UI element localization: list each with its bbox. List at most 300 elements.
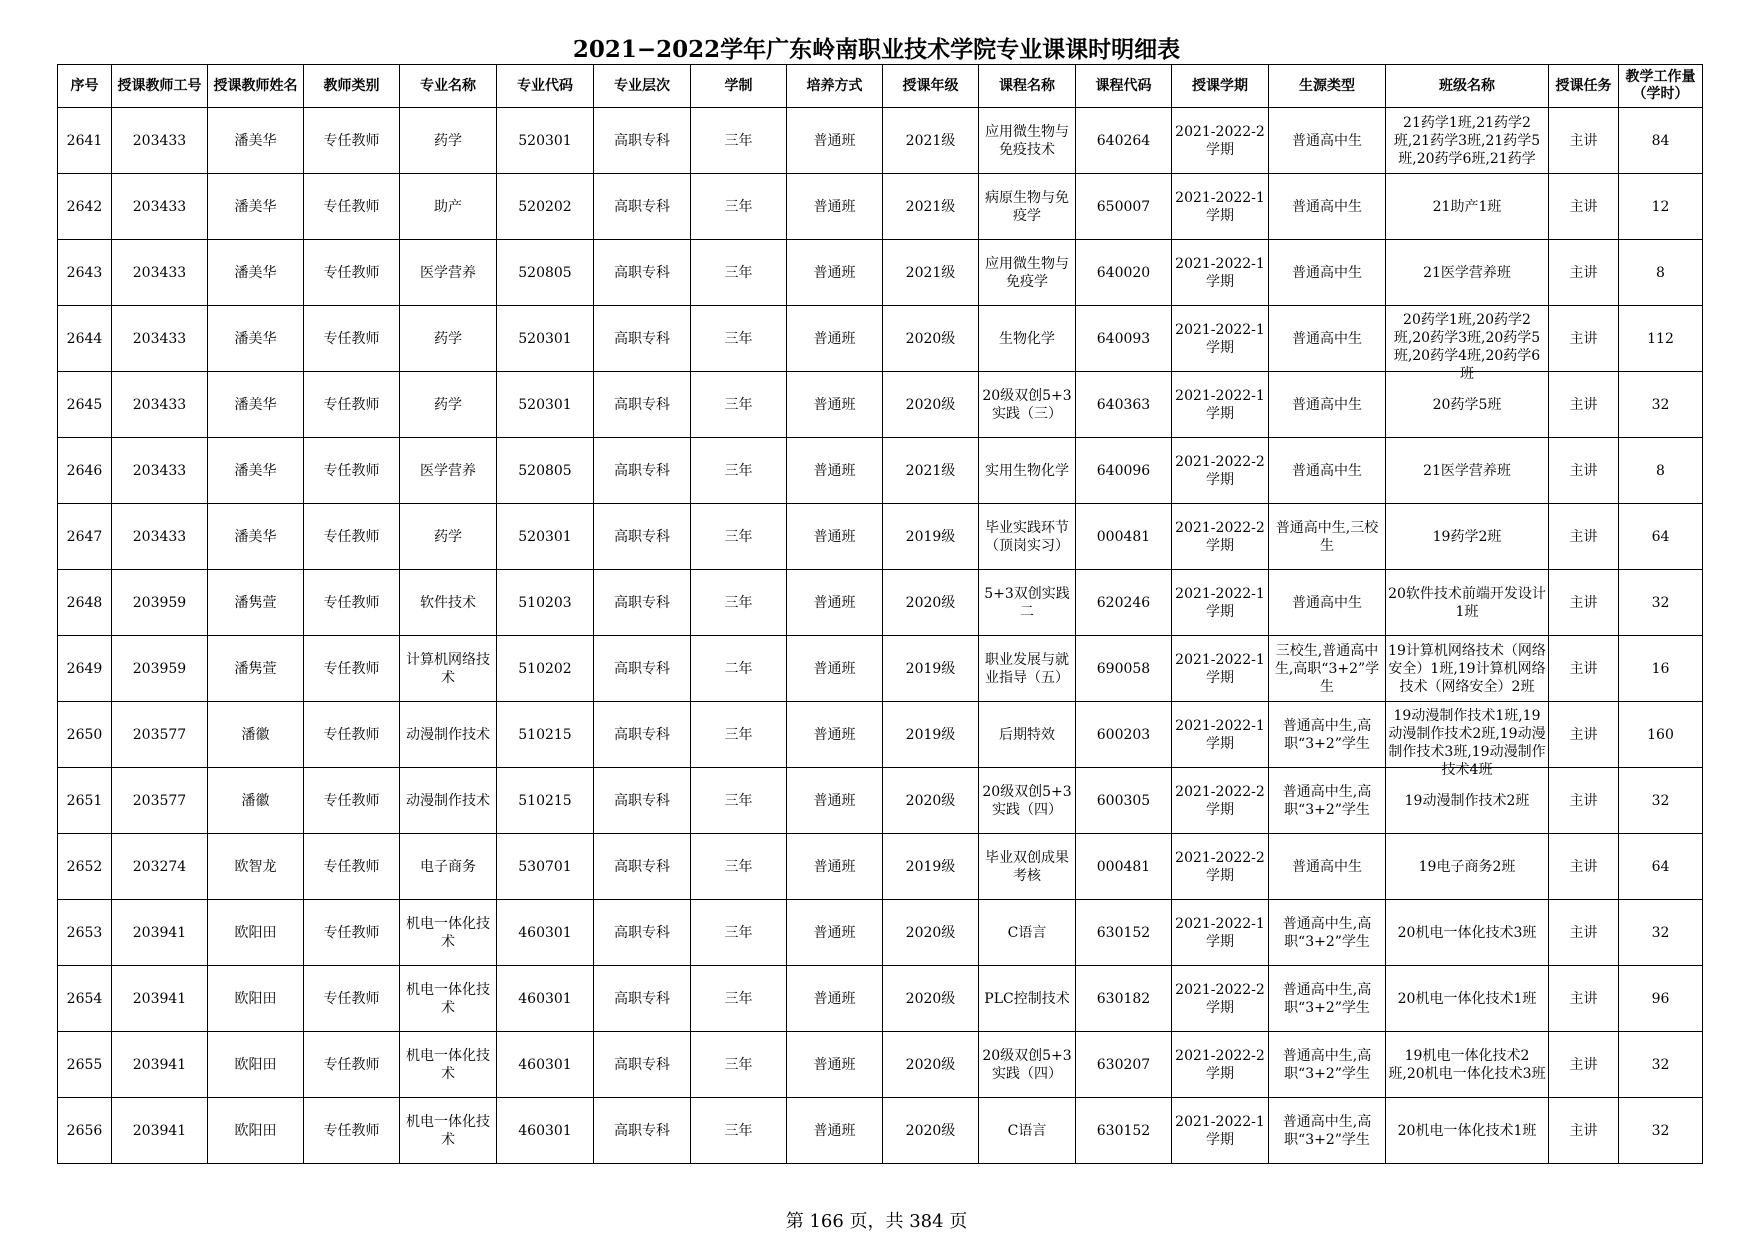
- training-mode-text: 普通班: [813, 396, 856, 413]
- major-name-text: 医学营养: [420, 264, 476, 281]
- cell-semester: [1172, 636, 1269, 702]
- semester-text: 2021-2022-2学期: [1175, 453, 1265, 488]
- seq-text: 2644: [66, 330, 103, 347]
- workload-text: 84: [1651, 132, 1670, 149]
- course-name-text: C语言: [1007, 924, 1047, 941]
- teacher-type-text: 专任教师: [323, 330, 380, 347]
- grade-text: 2021级: [905, 132, 956, 149]
- cell-teacher-id: [112, 834, 208, 900]
- class-name-text: 19动漫制作技术1班,19动漫制作技术2班,19动漫制作技术3班,19动漫制作技术4班: [1388, 707, 1546, 778]
- teacher-id-text: 203577: [132, 726, 187, 743]
- cell-duration: [691, 504, 787, 570]
- cell-student-source: [1269, 834, 1386, 900]
- cell-course-code: [1076, 240, 1172, 306]
- cell-seq: [58, 900, 112, 966]
- cell-seq: [58, 702, 112, 768]
- cell-grade: [883, 108, 979, 174]
- col-header-course-code: 课程代码: [1076, 65, 1172, 108]
- course-code-text: 690058: [1096, 660, 1151, 677]
- cell-major-name: [400, 636, 497, 702]
- cell-major-code: [497, 966, 594, 1032]
- course-name-text: 职业发展与就业指导（五）: [985, 651, 1069, 686]
- major-code-text: 520301: [518, 330, 572, 347]
- cell-seq: [58, 834, 112, 900]
- cell-course-code: [1076, 768, 1172, 834]
- teacher-name-text: 欧阳田: [234, 924, 277, 941]
- col-header-semester: 授课学期: [1172, 65, 1269, 108]
- semester-text: 2021-2022-1学期: [1175, 321, 1265, 356]
- training-mode-text: 普通班: [813, 330, 856, 347]
- teacher-id-text: 203941: [132, 990, 187, 1007]
- teacher-id-text: 203433: [132, 330, 187, 347]
- duration-text: 三年: [724, 990, 753, 1007]
- course-name-text: 20级双创5+3实践（四）: [982, 1047, 1072, 1082]
- seq-text: 2650: [66, 726, 103, 743]
- cell-semester: [1172, 372, 1269, 438]
- cell-training-mode: [787, 1032, 883, 1098]
- cell-training-mode: [787, 174, 883, 240]
- cell-major-name: [400, 306, 497, 372]
- cell-student-source: [1269, 1032, 1386, 1098]
- col-header-major-code: 专业代码: [497, 65, 594, 108]
- course-name-text: 生物化学: [999, 330, 1055, 347]
- table-row: [58, 372, 1703, 438]
- duration-text: 三年: [724, 726, 753, 743]
- page-title: 2021−2022学年广东岭南职业技术学院专业课课时明细表: [572, 36, 1181, 63]
- teacher-id-text: 203959: [132, 660, 187, 677]
- cell-course-code: [1076, 438, 1172, 504]
- col-header-seq: 序号: [58, 65, 112, 108]
- cell-major-level: [594, 636, 691, 702]
- table-row: [58, 636, 1703, 702]
- cell-major-name: [400, 174, 497, 240]
- col-header-course-name: 课程名称: [979, 65, 1076, 108]
- cell-major-level: [594, 438, 691, 504]
- task-text: 主讲: [1569, 990, 1598, 1007]
- cell-teacher-id: [112, 1032, 208, 1098]
- cell-class-name: [1386, 504, 1549, 570]
- cell-grade: [883, 240, 979, 306]
- cell-student-source: [1269, 174, 1386, 240]
- training-mode-text: 普通班: [813, 1056, 856, 1073]
- cell-grade: [883, 966, 979, 1032]
- cell-teacher-type: [304, 1032, 400, 1098]
- cell-training-mode: [787, 306, 883, 372]
- teacher-type-text: 专任教师: [323, 726, 380, 743]
- cell-duration: [691, 636, 787, 702]
- course-code-text: 620246: [1096, 594, 1151, 611]
- major-code-text: 520301: [518, 132, 572, 149]
- col-header-duration: 学制: [691, 65, 787, 108]
- workload-text: 160: [1647, 726, 1674, 743]
- cell-training-mode: [787, 108, 883, 174]
- grade-text: 2020级: [905, 594, 956, 611]
- semester-text: 2021-2022-1学期: [1175, 651, 1265, 686]
- cell-training-mode: [787, 900, 883, 966]
- major-code-text: 510215: [518, 792, 572, 809]
- cell-major-name: [400, 1098, 497, 1164]
- cell-teacher-name: [208, 966, 304, 1032]
- cell-teacher-id: [112, 306, 208, 372]
- cell-seq: [58, 1098, 112, 1164]
- table-row: [58, 834, 1703, 900]
- semester-text: 2021-2022-2学期: [1175, 783, 1265, 818]
- class-name-text: 20机电一体化技术1班: [1397, 990, 1537, 1007]
- task-text: 主讲: [1569, 396, 1598, 413]
- duration-text: 三年: [724, 594, 753, 611]
- cell-class-name: [1386, 306, 1549, 382]
- cell-major-code: [497, 900, 594, 966]
- student-source-text: 普通高中生: [1292, 330, 1362, 347]
- cell-major-code: [497, 636, 594, 702]
- workload-text: 112: [1647, 330, 1674, 347]
- col-header-major-name: 专业名称: [400, 65, 497, 108]
- grade-text: 2019级: [905, 726, 956, 743]
- class-name-text: 21医学营养班: [1423, 462, 1511, 479]
- cell-grade: [883, 1098, 979, 1164]
- semester-text: 2021-2022-2学期: [1175, 981, 1265, 1016]
- cell-grade: [883, 1032, 979, 1098]
- cell-teacher-name: [208, 372, 304, 438]
- cell-teacher-type: [304, 702, 400, 768]
- cell-duration: [691, 438, 787, 504]
- cell-course-name: [979, 174, 1076, 240]
- cell-student-source: [1269, 108, 1386, 174]
- seq-text: 2655: [66, 1056, 103, 1073]
- cell-task: [1549, 240, 1619, 306]
- class-name-text: 20药学5班: [1432, 396, 1502, 413]
- workload-text: 16: [1651, 660, 1670, 677]
- student-source-text: 普通高中生,高职“3+2”学生: [1282, 783, 1372, 818]
- workload-text: 32: [1651, 792, 1670, 809]
- student-source-text: 普通高中生,高职“3+2”学生: [1282, 981, 1372, 1016]
- training-mode-text: 普通班: [813, 858, 856, 875]
- cell-teacher-name: [208, 108, 304, 174]
- cell-student-source: [1269, 966, 1386, 1032]
- cell-teacher-type: [304, 372, 400, 438]
- seq-text: 2652: [66, 858, 103, 875]
- table-row: [58, 504, 1703, 570]
- cell-student-source: [1269, 570, 1386, 636]
- cell-teacher-id: [112, 504, 208, 570]
- cell-workload: [1619, 438, 1703, 504]
- cell-course-name: [979, 900, 1076, 966]
- table-row: [58, 702, 1703, 768]
- course-name-text: C语言: [1007, 1122, 1047, 1139]
- major-code-text: 520202: [518, 198, 572, 215]
- course-code-text: 640264: [1096, 132, 1151, 149]
- duration-text: 三年: [724, 1056, 753, 1073]
- major-level-text: 高职专科: [614, 726, 670, 743]
- cell-seq: [58, 108, 112, 174]
- cell-major-code: [497, 504, 594, 570]
- grade-text: 2021级: [905, 462, 956, 479]
- cell-task: [1549, 1032, 1619, 1098]
- teacher-type-text: 专任教师: [323, 660, 380, 677]
- cell-duration: [691, 900, 787, 966]
- task-text: 主讲: [1569, 1122, 1598, 1139]
- course-name-text: 毕业双创成果考核: [985, 849, 1069, 884]
- cell-workload: [1619, 702, 1703, 768]
- cell-seq: [58, 438, 112, 504]
- cell-course-code: [1076, 834, 1172, 900]
- cell-duration: [691, 108, 787, 174]
- teacher-type-text: 专任教师: [323, 924, 380, 941]
- cell-task: [1549, 966, 1619, 1032]
- table-row: [58, 240, 1703, 306]
- workload-text: 32: [1651, 924, 1670, 941]
- seq-text: 2641: [66, 132, 103, 149]
- table-row: [58, 1032, 1703, 1098]
- cell-semester: [1172, 834, 1269, 900]
- course-code-text: 640363: [1096, 396, 1151, 413]
- teacher-type-text: 专任教师: [323, 792, 380, 809]
- seq-text: 2653: [66, 924, 103, 941]
- training-mode-text: 普通班: [813, 924, 856, 941]
- cell-grade: [883, 834, 979, 900]
- cell-teacher-name: [208, 1032, 304, 1098]
- task-text: 主讲: [1569, 1056, 1598, 1073]
- teacher-id-text: 203941: [132, 924, 187, 941]
- table-row: [58, 306, 1703, 372]
- cell-major-name: [400, 240, 497, 306]
- duration-text: 三年: [724, 1122, 753, 1139]
- teacher-type-text: 专任教师: [323, 858, 380, 875]
- cell-seq: [58, 966, 112, 1032]
- cell-major-name: [400, 504, 497, 570]
- course-name-text: 后期特效: [999, 726, 1055, 743]
- cell-major-code: [497, 108, 594, 174]
- task-text: 主讲: [1569, 132, 1598, 149]
- cell-teacher-type: [304, 636, 400, 702]
- major-code-text: 520301: [518, 396, 572, 413]
- cell-major-level: [594, 966, 691, 1032]
- teacher-id-text: 203433: [132, 264, 187, 281]
- duration-text: 三年: [724, 198, 753, 215]
- cell-course-name: [979, 306, 1076, 372]
- cell-teacher-id: [112, 438, 208, 504]
- cell-student-source: [1269, 1098, 1386, 1164]
- teacher-id-text: 203577: [132, 792, 187, 809]
- cell-teacher-type: [304, 240, 400, 306]
- cell-student-source: [1269, 636, 1386, 702]
- workload-text: 8: [1656, 264, 1665, 281]
- cell-student-source: [1269, 372, 1386, 438]
- grade-text: 2021级: [905, 198, 956, 215]
- cell-grade: [883, 702, 979, 768]
- teacher-type-text: 专任教师: [323, 1056, 380, 1073]
- cell-teacher-type: [304, 306, 400, 372]
- student-source-text: 三校生,普通高中生,高职“3+2”学生: [1274, 642, 1380, 695]
- cell-task: [1549, 372, 1619, 438]
- cell-training-mode: [787, 768, 883, 834]
- seq-text: 2654: [66, 990, 103, 1007]
- cell-seq: [58, 570, 112, 636]
- semester-text: 2021-2022-2学期: [1175, 123, 1265, 158]
- cell-teacher-id: [112, 768, 208, 834]
- teacher-name-text: 潘美华: [234, 528, 277, 545]
- cell-course-code: [1076, 702, 1172, 768]
- cell-teacher-type: [304, 768, 400, 834]
- major-level-text: 高职专科: [614, 1122, 670, 1139]
- major-level-text: 高职专科: [614, 990, 670, 1007]
- cell-student-source: [1269, 306, 1386, 372]
- cell-training-mode: [787, 504, 883, 570]
- cell-course-code: [1076, 636, 1172, 702]
- major-code-text: 530701: [518, 858, 572, 875]
- major-level-text: 高职专科: [614, 198, 670, 215]
- teacher-name-text: 潘美华: [234, 264, 277, 281]
- cell-workload: [1619, 636, 1703, 702]
- cell-task: [1549, 1098, 1619, 1164]
- teacher-name-text: 潘美华: [234, 330, 277, 347]
- major-level-text: 高职专科: [614, 924, 670, 941]
- cell-seq: [58, 768, 112, 834]
- major-level-text: 高职专科: [614, 858, 670, 875]
- seq-text: 2656: [66, 1122, 103, 1139]
- cell-class-name: [1386, 1098, 1549, 1164]
- major-code-text: 520805: [518, 462, 572, 479]
- workload-text: 96: [1651, 990, 1670, 1007]
- course-name-text: PLC控制技术: [984, 990, 1070, 1007]
- cell-teacher-id: [112, 1098, 208, 1164]
- teacher-name-text: 潘徽: [241, 726, 270, 743]
- cell-teacher-id: [112, 702, 208, 768]
- cell-workload: [1619, 1098, 1703, 1164]
- duration-text: 三年: [724, 924, 753, 941]
- cell-duration: [691, 1032, 787, 1098]
- teacher-name-text: 潘美华: [234, 462, 277, 479]
- course-name-text: 5+3双创实践二: [984, 585, 1070, 620]
- cell-teacher-type: [304, 438, 400, 504]
- cell-teacher-name: [208, 174, 304, 240]
- cell-teacher-type: [304, 900, 400, 966]
- cell-semester: [1172, 966, 1269, 1032]
- training-mode-text: 普通班: [813, 132, 856, 149]
- cell-major-level: [594, 240, 691, 306]
- grade-text: 2019级: [905, 660, 956, 677]
- teacher-name-text: 潘徽: [241, 792, 270, 809]
- cell-major-level: [594, 108, 691, 174]
- teacher-id-text: 203433: [132, 462, 187, 479]
- major-name-text: 机电一体化技术: [406, 915, 490, 950]
- cell-task: [1549, 570, 1619, 636]
- duration-text: 三年: [724, 264, 753, 281]
- class-name-text: 21医学营养班: [1423, 264, 1511, 281]
- major-level-text: 高职专科: [614, 396, 670, 413]
- cell-semester: [1172, 702, 1269, 768]
- cell-duration: [691, 702, 787, 768]
- cell-major-code: [497, 306, 594, 372]
- major-code-text: 460301: [518, 1122, 572, 1139]
- cell-teacher-name: [208, 636, 304, 702]
- class-name-text: 19机电一体化技术2班,20机电一体化技术3班: [1388, 1047, 1546, 1082]
- student-source-text: 普通高中生: [1292, 858, 1362, 875]
- workload-text: 32: [1651, 396, 1670, 413]
- course-code-text: 640096: [1096, 462, 1151, 479]
- course-code-text: 600203: [1096, 726, 1151, 743]
- cell-major-level: [594, 174, 691, 240]
- student-source-text: 普通高中生,高职“3+2”学生: [1282, 915, 1372, 950]
- cell-course-name: [979, 1032, 1076, 1098]
- cell-major-code: [497, 834, 594, 900]
- seq-text: 2647: [66, 528, 103, 545]
- course-code-text: 600305: [1096, 792, 1151, 809]
- course-name-text: 应用微生物与免疫学: [985, 255, 1069, 290]
- table-row: [58, 1098, 1703, 1164]
- major-name-text: 动漫制作技术: [406, 726, 490, 743]
- cell-teacher-id: [112, 240, 208, 306]
- task-text: 主讲: [1569, 330, 1598, 347]
- cell-major-code: [497, 438, 594, 504]
- teacher-id-text: 203433: [132, 198, 187, 215]
- student-source-text: 普通高中生: [1292, 396, 1362, 413]
- cell-course-name: [979, 1098, 1076, 1164]
- cell-major-name: [400, 966, 497, 1032]
- cell-major-name: [400, 570, 497, 636]
- cell-teacher-id: [112, 966, 208, 1032]
- cell-workload: [1619, 504, 1703, 570]
- cell-seq: [58, 240, 112, 306]
- teacher-name-text: 潘美华: [234, 396, 277, 413]
- duration-text: 二年: [724, 660, 753, 677]
- course-name-text: 毕业实践环节（顶岗实习）: [985, 519, 1069, 554]
- major-code-text: 460301: [518, 924, 572, 941]
- cell-course-name: [979, 504, 1076, 570]
- duration-text: 三年: [724, 792, 753, 809]
- cell-major-level: [594, 834, 691, 900]
- training-mode-text: 普通班: [813, 528, 856, 545]
- teacher-type-text: 专任教师: [323, 396, 380, 413]
- cell-teacher-id: [112, 108, 208, 174]
- teacher-id-text: 203959: [132, 594, 187, 611]
- cell-teacher-name: [208, 570, 304, 636]
- cell-grade: [883, 504, 979, 570]
- major-level-text: 高职专科: [614, 462, 670, 479]
- col-header-major-level: 专业层次: [594, 65, 691, 108]
- cell-major-code: [497, 174, 594, 240]
- cell-student-source: [1269, 768, 1386, 834]
- cell-semester: [1172, 174, 1269, 240]
- workload-text: 8: [1656, 462, 1665, 479]
- cell-workload: [1619, 768, 1703, 834]
- cell-course-name: [979, 834, 1076, 900]
- cell-training-mode: [787, 1098, 883, 1164]
- cell-student-source: [1269, 900, 1386, 966]
- teacher-type-text: 专任教师: [323, 528, 380, 545]
- class-name-text: 21药学1班,21药学2班,21药学3班,21药学5班,20药学6班,21药学: [1393, 114, 1541, 167]
- class-name-text: 20软件技术前端开发设计1班: [1388, 585, 1546, 620]
- student-source-text: 普通高中生,高职“3+2”学生: [1282, 1047, 1372, 1082]
- cell-training-mode: [787, 438, 883, 504]
- cell-task: [1549, 636, 1619, 702]
- course-name-text: 20级双创5+3实践（四）: [982, 783, 1072, 818]
- table-row: [58, 174, 1703, 240]
- task-text: 主讲: [1569, 198, 1598, 215]
- cell-seq: [58, 636, 112, 702]
- cell-class-name: [1386, 438, 1549, 504]
- seq-text: 2651: [66, 792, 103, 809]
- cell-class-name: [1386, 636, 1549, 702]
- col-header-class-name: 班级名称: [1386, 65, 1549, 108]
- grade-text: 2019级: [905, 858, 956, 875]
- cell-course-code: [1076, 108, 1172, 174]
- cell-training-mode: [787, 702, 883, 768]
- cell-major-level: [594, 768, 691, 834]
- teacher-name-text: 潘隽萱: [234, 594, 277, 611]
- task-text: 主讲: [1569, 264, 1598, 281]
- major-code-text: 520301: [518, 528, 572, 545]
